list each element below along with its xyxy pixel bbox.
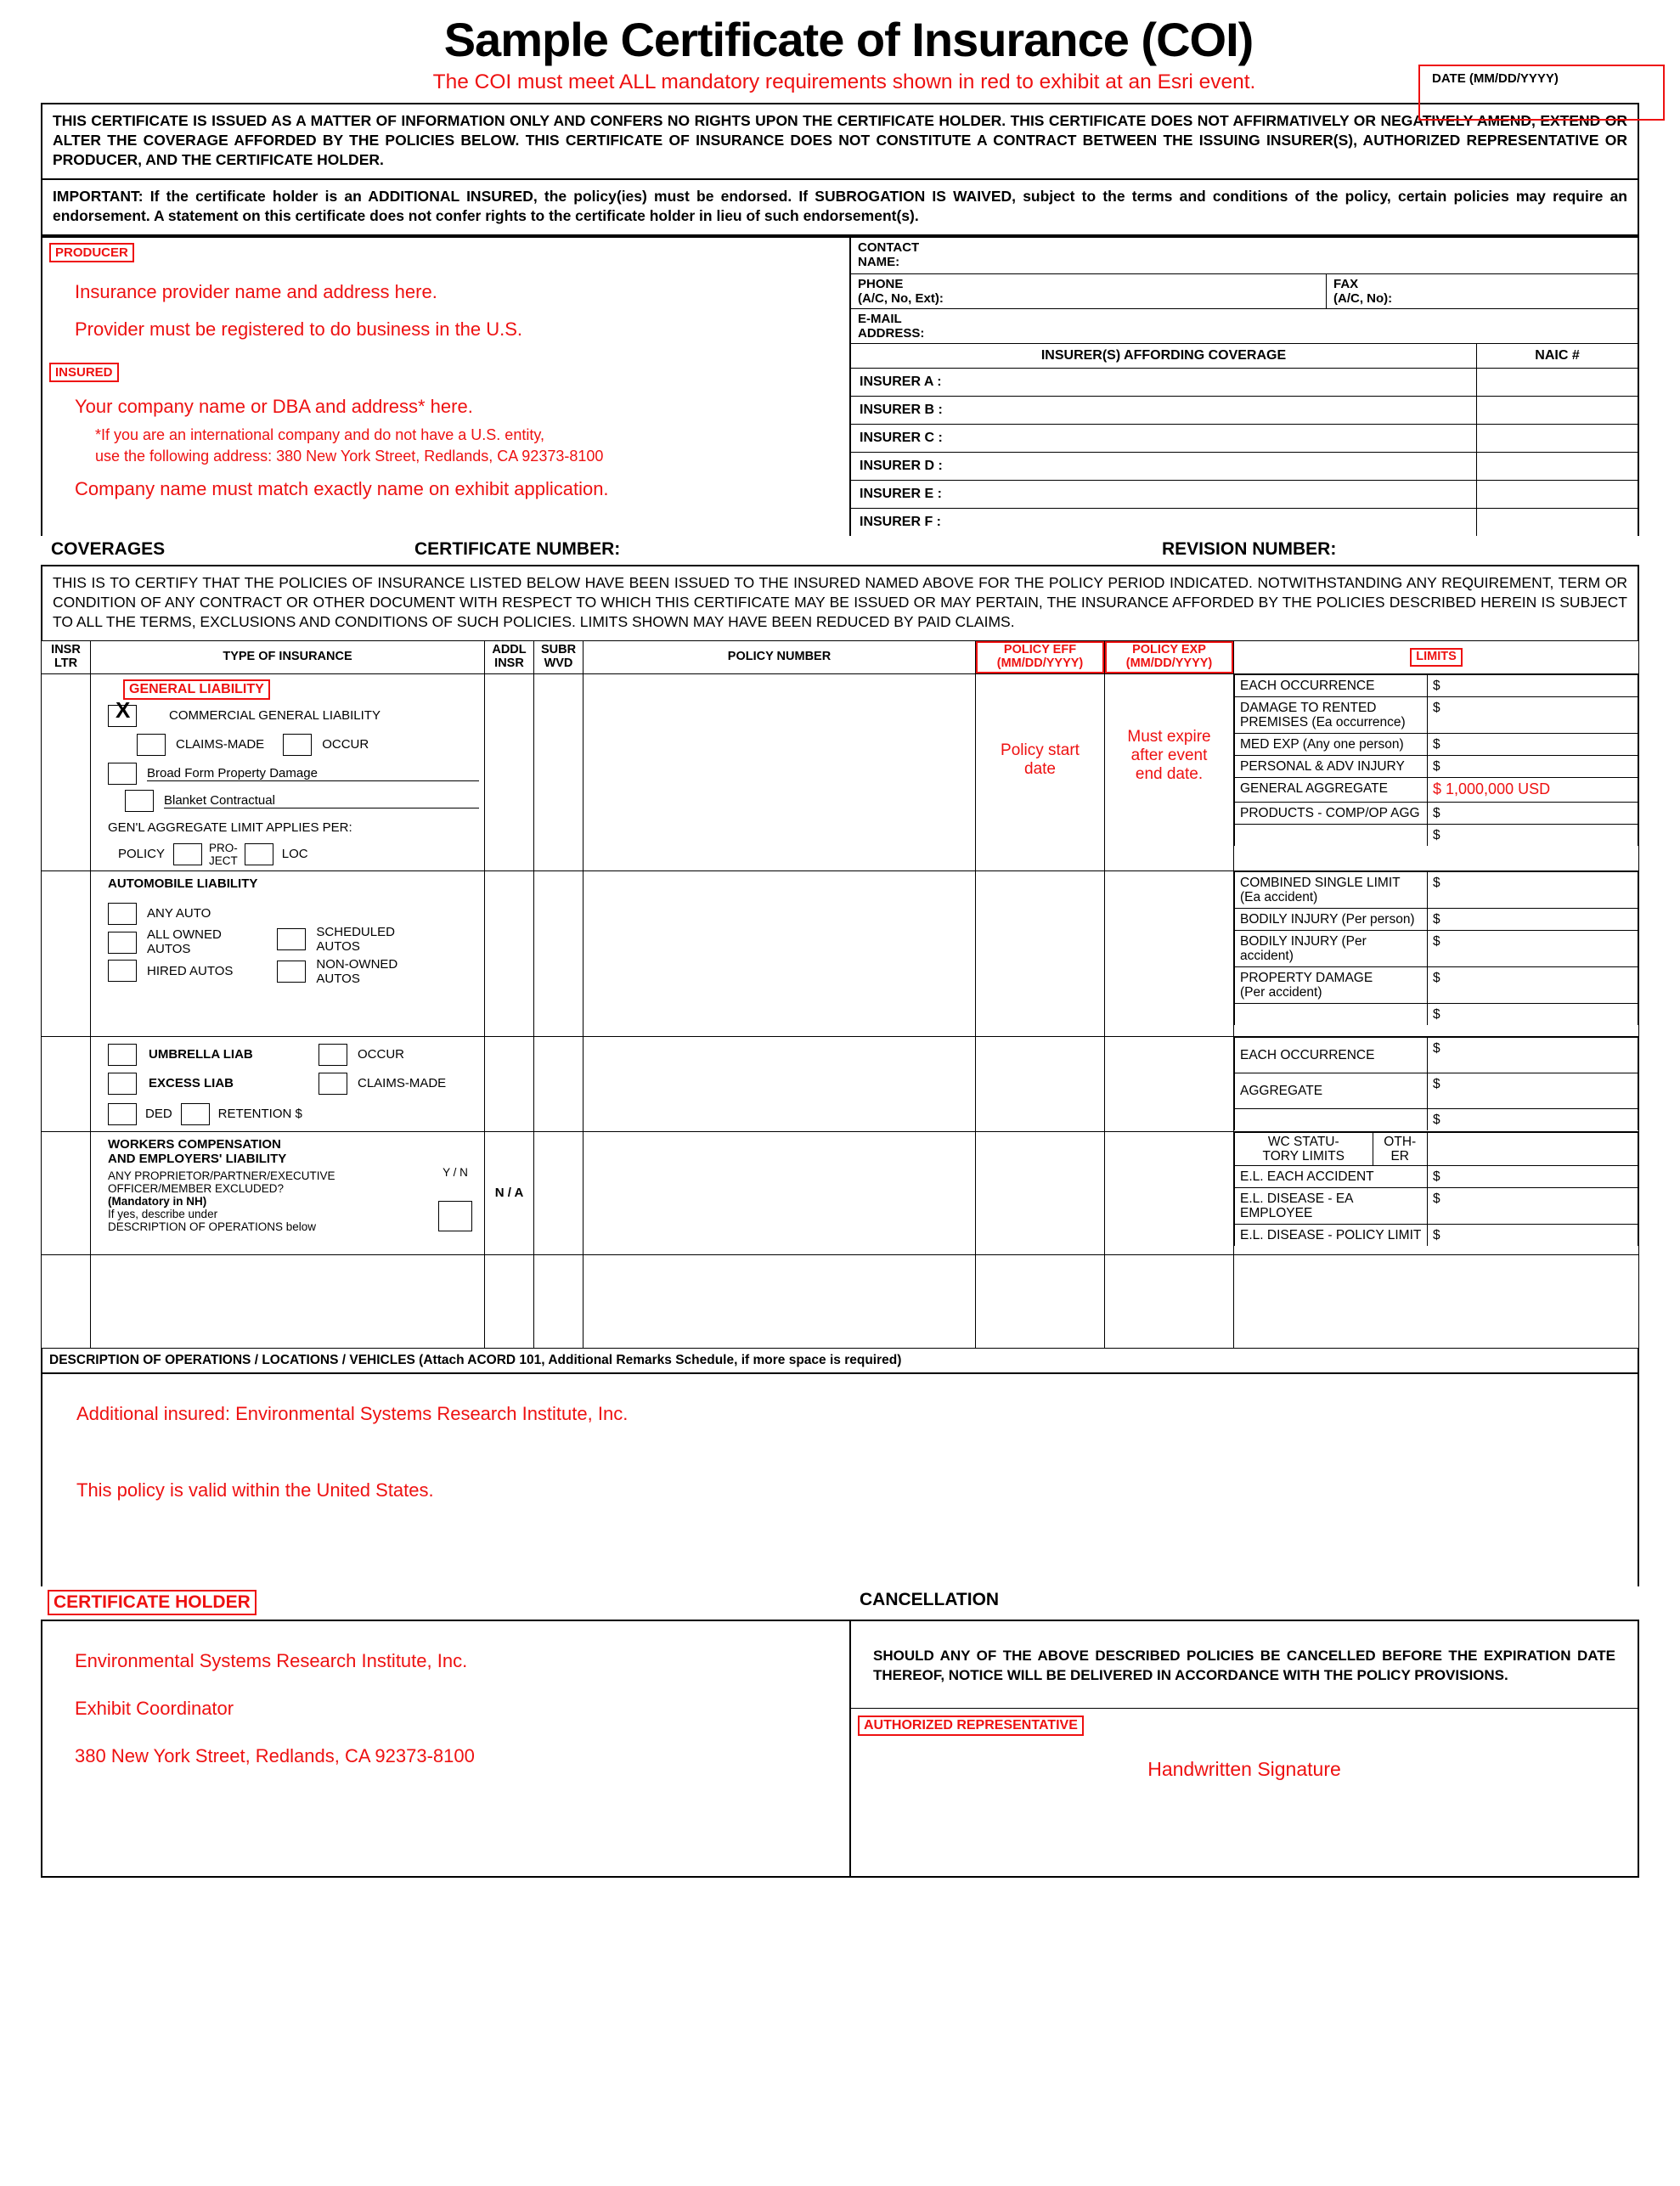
date-box xyxy=(1418,65,1665,121)
certificate-holder-line-3: 380 New York Street, Redlands, CA 92373-8100 xyxy=(75,1744,475,1766)
wc-limits-cell xyxy=(1234,1131,1639,1254)
naic-heading: NAIC # xyxy=(1476,344,1638,368)
limit-row xyxy=(1235,1225,1638,1247)
insurer-row[interactable] xyxy=(851,397,1638,425)
wc-na-label: N / A xyxy=(494,1185,524,1200)
wc-addl-insr-cell[interactable] xyxy=(485,1131,534,1254)
blank-insr-ltr-cell[interactable] xyxy=(42,1254,91,1348)
wc-question-5: DESCRIPTION OF OPERATIONS below xyxy=(108,1220,317,1234)
wc-question-3: (Mandatory in NH) xyxy=(108,1195,207,1208)
gl-policy-exp-cell[interactable] xyxy=(1105,673,1234,870)
limit-row xyxy=(1235,871,1638,908)
insurer-row[interactable] xyxy=(851,453,1638,481)
insurer-row[interactable] xyxy=(851,369,1638,397)
insured-note-1: *If you are an international company and do not have a U.S. entity, xyxy=(95,426,544,444)
insured-line-2: Company name must match exactly name on exhibit application. xyxy=(75,478,609,500)
cancellation-box xyxy=(851,1621,1638,1876)
gl-policy-checkbox[interactable] xyxy=(173,843,202,865)
gl-limit-value-blank[interactable]: $ xyxy=(1428,824,1638,846)
contact-name-field[interactable] xyxy=(851,238,1638,274)
coverages-bar xyxy=(41,536,1639,565)
description-block xyxy=(41,1349,1639,1586)
insurer-f-naic[interactable] xyxy=(1476,509,1638,536)
limit-row xyxy=(1235,1165,1638,1187)
gl-commercial-check-x: X xyxy=(116,696,131,723)
holder-cancellation-bar xyxy=(41,1586,1639,1620)
gl-limit-value-general-aggregate[interactable]: $ 1,000,000 USD xyxy=(1428,777,1638,802)
addl-label-1: ADDL xyxy=(492,643,527,657)
gl-limit-value-each-occurrence[interactable]: $ xyxy=(1428,674,1638,696)
umb-limits-cell xyxy=(1234,1036,1639,1131)
policy-grid-wrap xyxy=(41,640,1639,1349)
email-field[interactable] xyxy=(851,309,1638,344)
auto-scheduled-label-1: SCHEDULED xyxy=(316,924,395,939)
auto-limit-label-bi-person: BODILY INJURY (Per person) xyxy=(1235,908,1428,930)
phone-label-1: PHONE xyxy=(858,277,904,292)
wc-question-4: If yes, describe under xyxy=(108,1208,218,1221)
gl-claims-made-checkbox[interactable] xyxy=(137,734,166,756)
certificate-holder-tag-wrap xyxy=(41,1590,849,1615)
gl-blanket-label: Blanket Contractual xyxy=(164,793,479,808)
certificate-holder-label: CERTIFICATE HOLDER xyxy=(48,1590,257,1615)
gl-limits-cell xyxy=(1234,673,1639,870)
insurers-heading: INSURER(S) AFFORDING COVERAGE xyxy=(1040,348,1287,363)
auto-liability-title: AUTOMOBILE LIABILITY xyxy=(108,876,258,891)
gl-policy-number-cell[interactable] xyxy=(583,673,976,870)
fax-field[interactable] xyxy=(1327,274,1638,308)
auto-limit-value-bi-accident[interactable]: $ xyxy=(1428,931,1638,967)
producer-insurer-block xyxy=(41,234,1639,536)
gl-limit-label-blank xyxy=(1235,824,1428,846)
umb-ded-checkbox[interactable] xyxy=(108,1103,137,1125)
wc-limit-value-disease-policy[interactable]: $ xyxy=(1428,1225,1638,1247)
email-label-1: E-MAIL xyxy=(858,312,902,327)
auto-limit-value-bi-person[interactable]: $ xyxy=(1428,908,1638,930)
description-line-2: This policy is valid within the United States. xyxy=(76,1479,434,1501)
umb-limit-value-each-occurrence[interactable]: $ xyxy=(1428,1037,1638,1073)
gl-limit-value-personal-adv[interactable]: $ xyxy=(1428,755,1638,777)
notice-block xyxy=(41,103,1639,234)
insured-label: INSURED xyxy=(49,363,119,382)
gl-limit-label-med-exp: MED EXP (Any one person) xyxy=(1235,733,1428,755)
producer-line-1: Insurance provider name and address here. xyxy=(75,281,437,303)
gl-addl-insr-cell[interactable] xyxy=(485,673,534,870)
insurer-row[interactable] xyxy=(851,481,1638,509)
insr-label-1: INSR xyxy=(51,643,81,657)
auto-limit-value-combined-single[interactable]: $ xyxy=(1428,871,1638,908)
auto-any-auto-label: ANY AUTO xyxy=(147,906,211,921)
auto-limits-cell xyxy=(1234,870,1639,1036)
policy-exp-header xyxy=(1105,641,1234,673)
gl-policy-eff-cell[interactable] xyxy=(976,673,1105,870)
certificate-holder-line-1: Environmental Systems Research Institute, Inc. xyxy=(75,1649,468,1671)
insured-line-1: Your company name or DBA and address* here. xyxy=(75,396,473,418)
gl-insr-ltr-cell[interactable] xyxy=(42,673,91,870)
wc-yn-label: Y / N xyxy=(443,1165,468,1179)
limit-row xyxy=(1235,967,1638,1004)
subr-label-1: SUBR xyxy=(540,643,577,657)
insurer-f-label: INSURER F : xyxy=(860,515,941,530)
limit-row xyxy=(1235,802,1638,824)
wc-question-1: ANY PROPRIETOR/PARTNER/EXECUTIVE xyxy=(108,1169,335,1182)
subr-label-2: WVD xyxy=(544,656,573,670)
gl-exp-note-1: Must expire xyxy=(1127,727,1211,746)
gl-eff-note-1: Policy start xyxy=(1001,741,1080,759)
gl-limit-label-general-aggregate: GENERAL AGGREGATE xyxy=(1235,777,1428,802)
certificate-number-label: CERTIFICATE NUMBER: xyxy=(414,539,621,560)
limit-row xyxy=(1235,755,1638,777)
umb-type-cell xyxy=(91,1036,485,1131)
umb-excess-checkbox[interactable] xyxy=(108,1073,137,1095)
insurer-d-naic[interactable] xyxy=(1476,453,1638,480)
limit-row xyxy=(1235,1108,1638,1130)
cancellation-label: CANCELLATION xyxy=(860,1589,1000,1609)
wc-limit-label-disease-employee: E.L. DISEASE - EA EMPLOYEE xyxy=(1235,1188,1428,1225)
auto-limit-value-blank[interactable]: $ xyxy=(1428,1004,1638,1026)
date-label: DATE (MM/DD/YYYY) xyxy=(1432,71,1559,86)
umb-policy-exp-cell[interactable] xyxy=(1105,1036,1234,1131)
holder-cancellation-block xyxy=(41,1620,1639,1878)
gl-occur-checkbox[interactable] xyxy=(283,734,312,756)
gl-loc-label: LOC xyxy=(281,847,308,862)
limit-row xyxy=(1235,733,1638,755)
page-title: Sample Certificate of Insurance (COI) xyxy=(443,13,1254,66)
umb-ded-label: DED xyxy=(145,1107,172,1122)
limits-header xyxy=(1234,641,1639,673)
wc-title-1: WORKERS COMPENSATION xyxy=(108,1136,281,1152)
certificate-holder-line-2: Exhibit Coordinator xyxy=(75,1697,234,1719)
umb-limit-label-each-occurrence: EACH OCCURRENCE xyxy=(1235,1037,1428,1073)
coi-document xyxy=(0,12,1680,1878)
addl-insr-header xyxy=(485,641,534,673)
auto-policy-eff-cell[interactable] xyxy=(976,870,1105,1036)
umb-occur-label: OCCUR xyxy=(358,1047,404,1062)
authorized-representative-label: AUTHORIZED REPRESENTATIVE xyxy=(858,1716,1084,1736)
umb-claims-made-label: CLAIMS-MADE xyxy=(358,1076,447,1091)
subr-wvd-header xyxy=(534,641,583,673)
insr-label-2: LTR xyxy=(54,656,78,670)
gl-limit-value-products[interactable]: $ xyxy=(1428,802,1638,824)
policy-grid xyxy=(41,640,1639,1349)
auto-non-owned-checkbox[interactable] xyxy=(277,961,306,983)
wc-other-label-2: ER xyxy=(1390,1148,1410,1163)
blank-policy-eff-cell[interactable] xyxy=(976,1254,1105,1348)
description-line-1: Additional insured: Environmental Systems Research Institute, Inc. xyxy=(76,1402,629,1424)
policy-eff-header xyxy=(976,641,1105,673)
wc-limit-value-each-accident[interactable]: $ xyxy=(1428,1165,1638,1187)
umb-occur-checkbox[interactable] xyxy=(319,1044,347,1066)
auto-addl-insr-cell[interactable] xyxy=(485,870,534,1036)
email-label-2: ADDRESS: xyxy=(858,326,925,341)
blank-policy-number-cell[interactable] xyxy=(583,1254,976,1348)
disclaimer-text: THIS CERTIFICATE IS ISSUED AS A MATTER OF INFORMATION ONLY AND CONFERS NO RIGHTS UPON THE CERTIFICATE HOLDER. THIS CERTIFICATE DOES NOT AFFIRMATIVELY OR NEGATIVELY AMEND, EXTEND OR ALTER THE COVERAGE AFFORDED BY THE POLICIES BELOW. THIS CERTIFICATE OF INSURANCE DOES NOT CONSTITUTE A CONTRACT BETWEEN THE ISSUING INSURER(S), AUTHORIZED REPRESENTATIVE OR PRODUCER, AND THE CERTIFICATE HOLDER. xyxy=(53,112,1627,169)
wc-limit-label-disease-policy: E.L. DISEASE - POLICY LIMIT xyxy=(1235,1225,1428,1247)
auto-any-auto-checkbox[interactable] xyxy=(108,903,137,925)
limit-row xyxy=(1235,908,1638,930)
general-liability-row xyxy=(42,673,1639,870)
umbrella-liab-label: UMBRELLA LIAB xyxy=(149,1047,253,1062)
wc-policy-eff-cell[interactable] xyxy=(976,1131,1105,1254)
gl-commercial-label: COMMERCIAL GENERAL LIABILITY xyxy=(169,708,381,724)
gl-project-label-2: JECT xyxy=(209,854,238,867)
blank-type-cell[interactable] xyxy=(91,1254,485,1348)
important-text: IMPORTANT: If the certificate holder is an ADDITIONAL INSURED, the policy(ies) must be endorsed. If SUBROGATION IS WAIVED, subject to the terms and conditions of the policy, certain policies may require an endorsement. A statement on this certificate does not confer rights to the certificate holder in lieu of such endorsement(s). xyxy=(53,188,1627,225)
insurer-row[interactable] xyxy=(851,425,1638,453)
umb-limit-value-blank[interactable]: $ xyxy=(1428,1108,1638,1130)
gl-subr-wvd-cell[interactable] xyxy=(534,673,583,870)
wc-statutory-label-1: WC STATU- xyxy=(1267,1134,1339,1149)
auto-all-owned-label-2: AUTOS xyxy=(147,941,191,956)
gl-type-cell xyxy=(91,673,485,870)
contact-name-label-2: NAME: xyxy=(858,255,900,270)
insurer-b-label: INSURER B : xyxy=(860,403,943,418)
wc-policy-number-cell[interactable] xyxy=(583,1131,976,1254)
wc-question-2: OFFICER/MEMBER EXCLUDED? xyxy=(108,1181,285,1195)
umb-limit-label-aggregate: AGGREGATE xyxy=(1235,1073,1428,1108)
insurer-c-label: INSURER C : xyxy=(860,431,943,446)
fax-label-1: FAX xyxy=(1333,277,1359,292)
auto-limit-label-property-damage: PROPERTY DAMAGE (Per accident) xyxy=(1235,967,1428,1004)
insurer-e-label: INSURER E : xyxy=(860,487,942,502)
umbrella-row xyxy=(42,1036,1639,1131)
phone-label-2: (A/C, No, Ext): xyxy=(858,291,944,307)
gl-limit-label-personal-adv: PERSONAL & ADV INJURY xyxy=(1235,755,1428,777)
wc-insr-ltr-cell[interactable] xyxy=(42,1131,91,1254)
blank-addl-insr-cell[interactable] xyxy=(485,1254,534,1348)
umb-policy-number-cell[interactable] xyxy=(583,1036,976,1131)
producer-insured-column xyxy=(42,238,851,536)
certificate-holder-box[interactable] xyxy=(42,1621,851,1876)
gl-limit-label-damage-rented: DAMAGE TO RENTED PREMISES (Ea occurrence) xyxy=(1235,696,1428,733)
contact-insurers-column xyxy=(851,238,1638,536)
fax-label-2: (A/C, No): xyxy=(1333,291,1393,307)
policy-exp-label-1: POLICY EXP xyxy=(1132,643,1206,657)
limits-label: LIMITS xyxy=(1410,648,1463,667)
producer-line-2: Provider must be registered to do business in the U.S. xyxy=(75,318,523,341)
wc-policy-exp-cell[interactable] xyxy=(1105,1131,1234,1254)
producer-label: PRODUCER xyxy=(49,243,134,262)
description-body[interactable] xyxy=(42,1374,1638,1586)
limit-row xyxy=(1235,1037,1638,1073)
insured-note-2: use the following address: 380 New York Street, Redlands, CA 92373-8100 xyxy=(95,447,604,465)
wc-yn-checkbox[interactable] xyxy=(438,1201,472,1231)
coverages-label: COVERAGES xyxy=(51,539,166,560)
certify-text: THIS IS TO CERTIFY THAT THE POLICIES OF INSURANCE LISTED BELOW HAVE BEEN ISSUED TO THE INSURED NAMED ABOVE FOR THE POLICY PERIOD INDICATED. NOTWITHSTANDING ANY REQUIREMENT, TERM OR CONDITION OF ANY CONTRACT OR OTHER DOCUMENT WITH RESPECT TO WHICH THIS CERTIFICATE MAY BE ISSUED OR MAY PERTAIN, THE INSURANCE AFFORDED BY THE POLICIES DESCRIBED HEREIN IS SUBJECT TO ALL THE TERMS, EXCLUSIONS AND CONDITIONS OF SUCH POLICIES. LIMITS SHOWN MAY HAVE BEEN REDUCED BY PAID CLAIMS. xyxy=(53,574,1627,631)
gl-blanket-checkbox[interactable] xyxy=(125,790,154,812)
policy-eff-label-2: (MM/DD/YYYY) xyxy=(996,656,1084,670)
auto-non-owned-label-2: AUTOS xyxy=(316,971,360,986)
gl-limit-label-each-occurrence: EACH OCCURRENCE xyxy=(1235,674,1428,696)
umb-policy-eff-cell[interactable] xyxy=(976,1036,1105,1131)
wc-subr-wvd-cell[interactable] xyxy=(534,1131,583,1254)
blank-policy-row xyxy=(42,1254,1639,1348)
gl-claims-made-label: CLAIMS-MADE xyxy=(176,737,265,752)
gl-project-checkbox[interactable] xyxy=(245,843,273,865)
auto-subr-wvd-cell[interactable] xyxy=(534,870,583,1036)
auto-limit-label-bi-accident: BODILY INJURY (Per accident) xyxy=(1235,931,1428,967)
insurer-d-label: INSURER D : xyxy=(860,459,943,474)
umb-umbrella-checkbox[interactable] xyxy=(108,1044,137,1066)
umb-limit-label-blank xyxy=(1235,1108,1428,1130)
cancellation-text: SHOULD ANY OF THE ABOVE DESCRIBED POLICIES BE CANCELLED BEFORE THE EXPIRATION DATE THEREOF, NOTICE WILL BE DELIVERED IN ACCORDANCE WITH THE POLICY PROVISIONS. xyxy=(873,1647,1615,1683)
auto-hired-checkbox[interactable] xyxy=(108,960,137,982)
phone-field[interactable] xyxy=(851,274,1327,308)
wc-other-label-1: OTH- xyxy=(1384,1134,1417,1149)
auto-policy-number-cell[interactable] xyxy=(583,870,976,1036)
grid-header-row xyxy=(42,641,1639,673)
policy-eff-label-1: POLICY EFF xyxy=(1003,643,1077,657)
wc-limit-label-each-accident: E.L. EACH ACCIDENT xyxy=(1235,1165,1428,1187)
auto-type-cell xyxy=(91,870,485,1036)
gl-exp-note-3: end date. xyxy=(1135,764,1204,783)
insurer-row[interactable] xyxy=(851,509,1638,536)
auto-all-owned-label-1: ALL OWNED xyxy=(147,927,222,942)
umb-subr-wvd-cell[interactable] xyxy=(534,1036,583,1131)
blank-policy-exp-cell[interactable] xyxy=(1105,1254,1234,1348)
auto-scheduled-label-2: AUTOS xyxy=(316,938,360,954)
signature-text[interactable]: Handwritten Signature xyxy=(1147,1757,1341,1780)
limit-row xyxy=(1235,824,1638,846)
auto-limit-label-blank xyxy=(1235,1004,1428,1026)
auto-non-owned-label-1: NON-OWNED xyxy=(316,956,398,972)
insurer-c-naic[interactable] xyxy=(1476,425,1638,452)
umb-limit-value-aggregate[interactable]: $ xyxy=(1428,1073,1638,1108)
gl-broad-form-checkbox[interactable] xyxy=(108,763,137,785)
policy-number-header: POLICY NUMBER xyxy=(583,641,976,673)
gl-eff-note-2: date xyxy=(1024,759,1056,778)
wc-statutory-label-2: TORY LIMITS xyxy=(1262,1148,1345,1163)
limit-row xyxy=(1235,1188,1638,1225)
insurer-a-label: INSURER A : xyxy=(860,375,942,390)
gl-project-label-1: PRO- xyxy=(209,841,238,854)
wc-statutory-cell xyxy=(1235,1132,1428,1165)
auto-limit-label-combined-single: COMBINED SINGLE LIMIT (Ea accident) xyxy=(1235,871,1428,908)
producer-tag-wrap xyxy=(49,243,849,262)
type-of-insurance-header: TYPE OF INSURANCE xyxy=(91,641,485,673)
umb-insr-ltr-cell[interactable] xyxy=(42,1036,91,1131)
blank-subr-wvd-cell[interactable] xyxy=(534,1254,583,1348)
gl-limit-value-med-exp[interactable]: $ xyxy=(1428,733,1638,755)
workers-comp-row xyxy=(42,1131,1639,1254)
limit-row xyxy=(1235,696,1638,733)
auto-hired-label: HIRED AUTOS xyxy=(147,963,234,978)
insured-tag-wrap xyxy=(49,363,849,382)
insurer-a-naic[interactable] xyxy=(1476,369,1638,396)
wc-limit-value-disease-employee[interactable]: $ xyxy=(1428,1188,1638,1225)
limit-row xyxy=(1235,1132,1638,1165)
gl-commercial-checkbox[interactable] xyxy=(108,696,137,727)
blank-limits-cell[interactable] xyxy=(1234,1254,1639,1348)
gl-limit-label-products: PRODUCTS - COMP/OP AGG xyxy=(1235,802,1428,824)
auto-policy-exp-cell[interactable] xyxy=(1105,870,1234,1036)
excess-liab-label: EXCESS LIAB xyxy=(149,1076,234,1091)
gl-broad-form-label: Broad Form Property Damage xyxy=(147,766,479,781)
insurer-b-naic[interactable] xyxy=(1476,397,1638,424)
limit-row xyxy=(1235,1073,1638,1108)
insurer-e-naic[interactable] xyxy=(1476,481,1638,508)
auto-limit-value-property-damage[interactable]: $ xyxy=(1428,967,1638,1004)
gl-exp-note-2: after event xyxy=(1130,746,1208,764)
limit-row xyxy=(1235,674,1638,696)
contact-name-label-1: CONTACT xyxy=(858,240,920,256)
umb-claims-made-checkbox[interactable] xyxy=(319,1073,347,1095)
limit-row xyxy=(1235,777,1638,802)
umb-retention-checkbox[interactable] xyxy=(181,1103,210,1125)
limit-row xyxy=(1235,931,1638,967)
insr-ltr-header xyxy=(42,641,91,673)
wc-title-2: AND EMPLOYERS' LIABILITY xyxy=(108,1151,287,1166)
certify-block xyxy=(41,565,1639,640)
policy-exp-label-2: (MM/DD/YYYY) xyxy=(1125,656,1213,670)
wc-statutory-value[interactable] xyxy=(1428,1132,1638,1165)
auto-liability-row xyxy=(42,870,1639,1036)
umb-retention-label: RETENTION $ xyxy=(217,1107,302,1122)
auto-all-owned-checkbox[interactable] xyxy=(108,932,137,954)
page-subtitle: The COI must meet ALL mandatory requirements shown in red to exhibit at an Esri event. xyxy=(432,70,1256,93)
umb-addl-insr-cell[interactable] xyxy=(485,1036,534,1131)
revision-number-label: REVISION NUMBER: xyxy=(1162,539,1337,560)
limit-row xyxy=(1235,1004,1638,1026)
general-liability-tag: GENERAL LIABILITY xyxy=(123,679,270,700)
gl-occur-label: OCCUR xyxy=(322,737,369,752)
gl-aggregate-applies-label: GEN'L AGGREGATE LIMIT APPLIES PER: xyxy=(108,820,352,835)
auto-insr-ltr-cell[interactable] xyxy=(42,870,91,1036)
description-header: DESCRIPTION OF OPERATIONS / LOCATIONS / VEHICLES (Attach ACORD 101, Additional Remarks Schedule, if more space is required) xyxy=(49,1352,902,1367)
auto-scheduled-checkbox[interactable] xyxy=(277,928,306,950)
addl-label-2: INSR xyxy=(494,656,524,670)
wc-type-cell xyxy=(91,1131,485,1254)
authorized-representative-tag-wrap xyxy=(851,1708,1638,1736)
gl-limit-value-damage-rented[interactable]: $ xyxy=(1428,696,1638,733)
gl-policy-label: POLICY xyxy=(118,847,166,862)
